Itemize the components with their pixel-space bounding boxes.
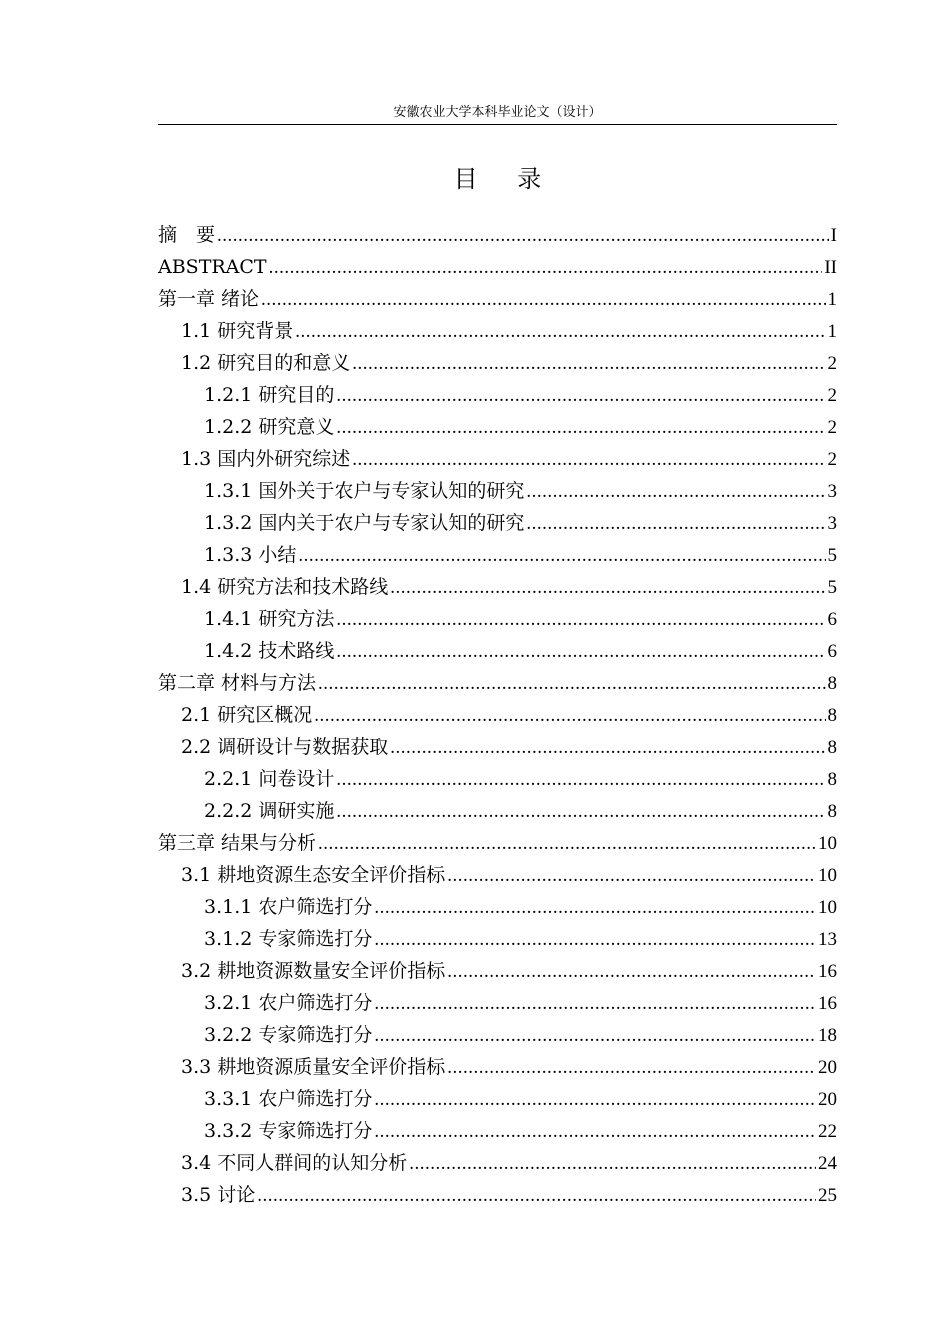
toc-entry-page-number: 2 — [827, 449, 837, 470]
toc-entry-label: 第一章 绪论 — [158, 288, 260, 310]
toc-dot-leader — [217, 220, 829, 252]
toc-dot-leader — [526, 508, 825, 540]
toc-entry-label: 第二章 材料与方法 — [158, 672, 317, 694]
toc-entry[interactable] — [158, 347, 837, 379]
toc-entry[interactable] — [158, 411, 837, 443]
toc-entry[interactable] — [158, 1051, 837, 1083]
toc-entry[interactable] — [158, 219, 837, 251]
toc-entry[interactable] — [158, 955, 837, 987]
toc-entry-label: 1.3.2 国内关于农户与专家认知的研究 — [204, 512, 525, 534]
toc-entry-page-number: 2 — [827, 353, 837, 374]
toc-entry-label: 1.3.1 国外关于农户与专家认知的研究 — [204, 480, 525, 502]
toc-dot-leader — [261, 284, 825, 316]
toc-entry-label: 3.2 耕地资源数量安全评价指标 — [181, 960, 446, 982]
toc-entry-page-number: 8 — [827, 705, 837, 726]
toc-entry-label: 1.3 国内外研究综述 — [181, 448, 351, 470]
toc-entry-page-number: 5 — [827, 545, 837, 566]
toc-dot-leader — [374, 1084, 816, 1116]
toc-entry-label: 3.5 讨论 — [181, 1184, 256, 1206]
toc-entry[interactable] — [158, 443, 837, 475]
toc-dot-leader — [336, 636, 825, 668]
toc-dot-leader — [298, 540, 825, 572]
toc-dot-leader — [374, 892, 816, 924]
toc-dot-leader — [447, 860, 816, 892]
toc-entry-page-number: 13 — [818, 929, 837, 950]
toc-entry[interactable] — [158, 1115, 837, 1147]
toc-entry-label: 1.4.1 研究方法 — [204, 608, 335, 630]
toc-dot-leader — [390, 732, 825, 764]
toc-entry[interactable] — [158, 1083, 837, 1115]
toc-dot-leader — [447, 1052, 816, 1084]
toc-entry[interactable] — [158, 763, 837, 795]
toc-entry-page-number: 6 — [827, 641, 837, 662]
toc-entry-label: 摘 要 — [158, 224, 216, 246]
toc-entry[interactable] — [158, 379, 837, 411]
toc-entry-label: 3.4 不同人群间的认知分析 — [181, 1152, 408, 1174]
toc-entry-label: 3.2.1 农户筛选打分 — [204, 992, 373, 1014]
toc-dot-leader — [336, 604, 825, 636]
toc-entry[interactable] — [158, 315, 837, 347]
toc-title: 目 录 — [453, 165, 558, 193]
toc-entry[interactable] — [158, 667, 837, 699]
toc-entry[interactable] — [158, 475, 837, 507]
toc-entry-page-number: 22 — [818, 1121, 837, 1142]
toc-entry[interactable] — [158, 571, 837, 603]
toc-entry-page-number: 3 — [827, 513, 837, 534]
toc-entry[interactable] — [158, 699, 837, 731]
toc-entry-page-number: 6 — [827, 609, 837, 630]
toc-entry-page-number: II — [824, 257, 837, 278]
toc-entry-page-number: 20 — [818, 1057, 837, 1078]
toc-dot-leader — [374, 1116, 816, 1148]
toc-dot-leader — [269, 252, 823, 284]
toc-entry-label: 1.2.2 研究意义 — [204, 416, 335, 438]
toc-entry-label: 2.2 调研设计与数据获取 — [181, 736, 389, 758]
running-header: 安徽农业大学本科毕业论文（设计） — [393, 105, 602, 120]
toc-entry[interactable] — [158, 251, 837, 283]
toc-dot-leader — [374, 924, 816, 956]
toc-entry[interactable] — [158, 795, 837, 827]
toc-entry[interactable] — [158, 891, 837, 923]
toc-dot-leader — [526, 476, 825, 508]
toc-entry[interactable] — [158, 283, 837, 315]
toc-entry-page-number: 16 — [818, 993, 837, 1014]
toc-dot-leader — [336, 796, 825, 828]
toc-dot-leader — [374, 1020, 816, 1052]
toc-entry[interactable] — [158, 987, 837, 1019]
toc-entry-page-number: 8 — [827, 769, 837, 790]
toc-dot-leader — [336, 764, 825, 796]
toc-entry-label: 1.4 研究方法和技术路线 — [181, 576, 389, 598]
toc-entry[interactable] — [158, 635, 837, 667]
toc-entry-page-number: 20 — [818, 1089, 837, 1110]
toc-entry-page-number: 8 — [827, 673, 837, 694]
toc-entry[interactable] — [158, 1179, 837, 1211]
toc-entry-page-number: 16 — [818, 961, 837, 982]
toc-dot-leader — [374, 988, 816, 1020]
toc-entry-label: 3.3.1 农户筛选打分 — [204, 1088, 373, 1110]
toc-entry[interactable] — [158, 507, 837, 539]
toc-entry-label: 2.1 研究区概况 — [181, 704, 313, 726]
toc-dot-leader — [336, 380, 825, 412]
toc-entry-label: 3.2.2 专家筛选打分 — [204, 1024, 373, 1046]
toc-entry-label: 3.3 耕地资源质量安全评价指标 — [181, 1056, 446, 1078]
toc-entry-label: 1.2 研究目的和意义 — [181, 352, 351, 374]
toc-entry[interactable] — [158, 859, 837, 891]
toc-entry[interactable] — [158, 827, 837, 859]
toc-entry-page-number: 8 — [827, 737, 837, 758]
toc-entry-label: 3.1.1 农户筛选打分 — [204, 896, 373, 918]
toc-entry[interactable] — [158, 731, 837, 763]
toc-entry-page-number: 25 — [818, 1185, 837, 1206]
toc-entry-page-number: 24 — [818, 1153, 837, 1174]
toc-entry-page-number: 1 — [827, 289, 837, 310]
toc-entry-label: 1.1 研究背景 — [181, 320, 294, 342]
toc-entry[interactable] — [158, 923, 837, 955]
table-of-contents — [158, 219, 837, 1211]
toc-entry-page-number: 5 — [827, 577, 837, 598]
toc-entry-label: 第三章 结果与分析 — [158, 832, 317, 854]
toc-entry-page-number: 10 — [818, 897, 837, 918]
toc-entry-label: 1.4.2 技术路线 — [204, 640, 335, 662]
toc-dot-leader — [352, 348, 825, 380]
toc-entry-label: 2.2.2 调研实施 — [204, 800, 335, 822]
toc-entry-page-number: 3 — [827, 481, 837, 502]
header-divider — [158, 124, 837, 125]
toc-dot-leader — [390, 572, 825, 604]
toc-dot-leader — [447, 956, 816, 988]
toc-entry-page-number: I — [830, 225, 837, 246]
toc-entry-page-number: 18 — [818, 1025, 837, 1046]
toc-entry-label: 2.2.1 问卷设计 — [204, 768, 335, 790]
toc-dot-leader — [314, 700, 825, 732]
toc-entry[interactable] — [158, 603, 837, 635]
toc-entry[interactable] — [158, 539, 837, 571]
toc-dot-leader — [409, 1148, 816, 1180]
toc-entry[interactable] — [158, 1147, 837, 1179]
toc-entry-label: 3.1.2 专家筛选打分 — [204, 928, 373, 950]
toc-entry-page-number: 10 — [818, 865, 837, 886]
toc-entry-page-number: 2 — [827, 417, 837, 438]
toc-entry-label: 1.3.3 小结 — [204, 544, 297, 566]
toc-entry-label: 1.2.1 研究目的 — [204, 384, 335, 406]
toc-dot-leader — [318, 828, 816, 860]
toc-entry-label: 3.3.2 专家筛选打分 — [204, 1120, 373, 1142]
toc-dot-leader — [336, 412, 825, 444]
toc-dot-leader — [318, 668, 825, 700]
toc-entry[interactable] — [158, 1019, 837, 1051]
toc-entry-page-number: 1 — [827, 321, 837, 342]
toc-entry-label: ABSTRACT — [158, 256, 267, 278]
toc-entry-page-number: 8 — [827, 801, 837, 822]
toc-dot-leader — [257, 1180, 816, 1212]
toc-entry-page-number: 10 — [818, 833, 837, 854]
toc-entry-page-number: 2 — [827, 385, 837, 406]
toc-dot-leader — [352, 444, 825, 476]
toc-dot-leader — [295, 316, 825, 348]
toc-entry-label: 3.1 耕地资源生态安全评价指标 — [181, 864, 446, 886]
